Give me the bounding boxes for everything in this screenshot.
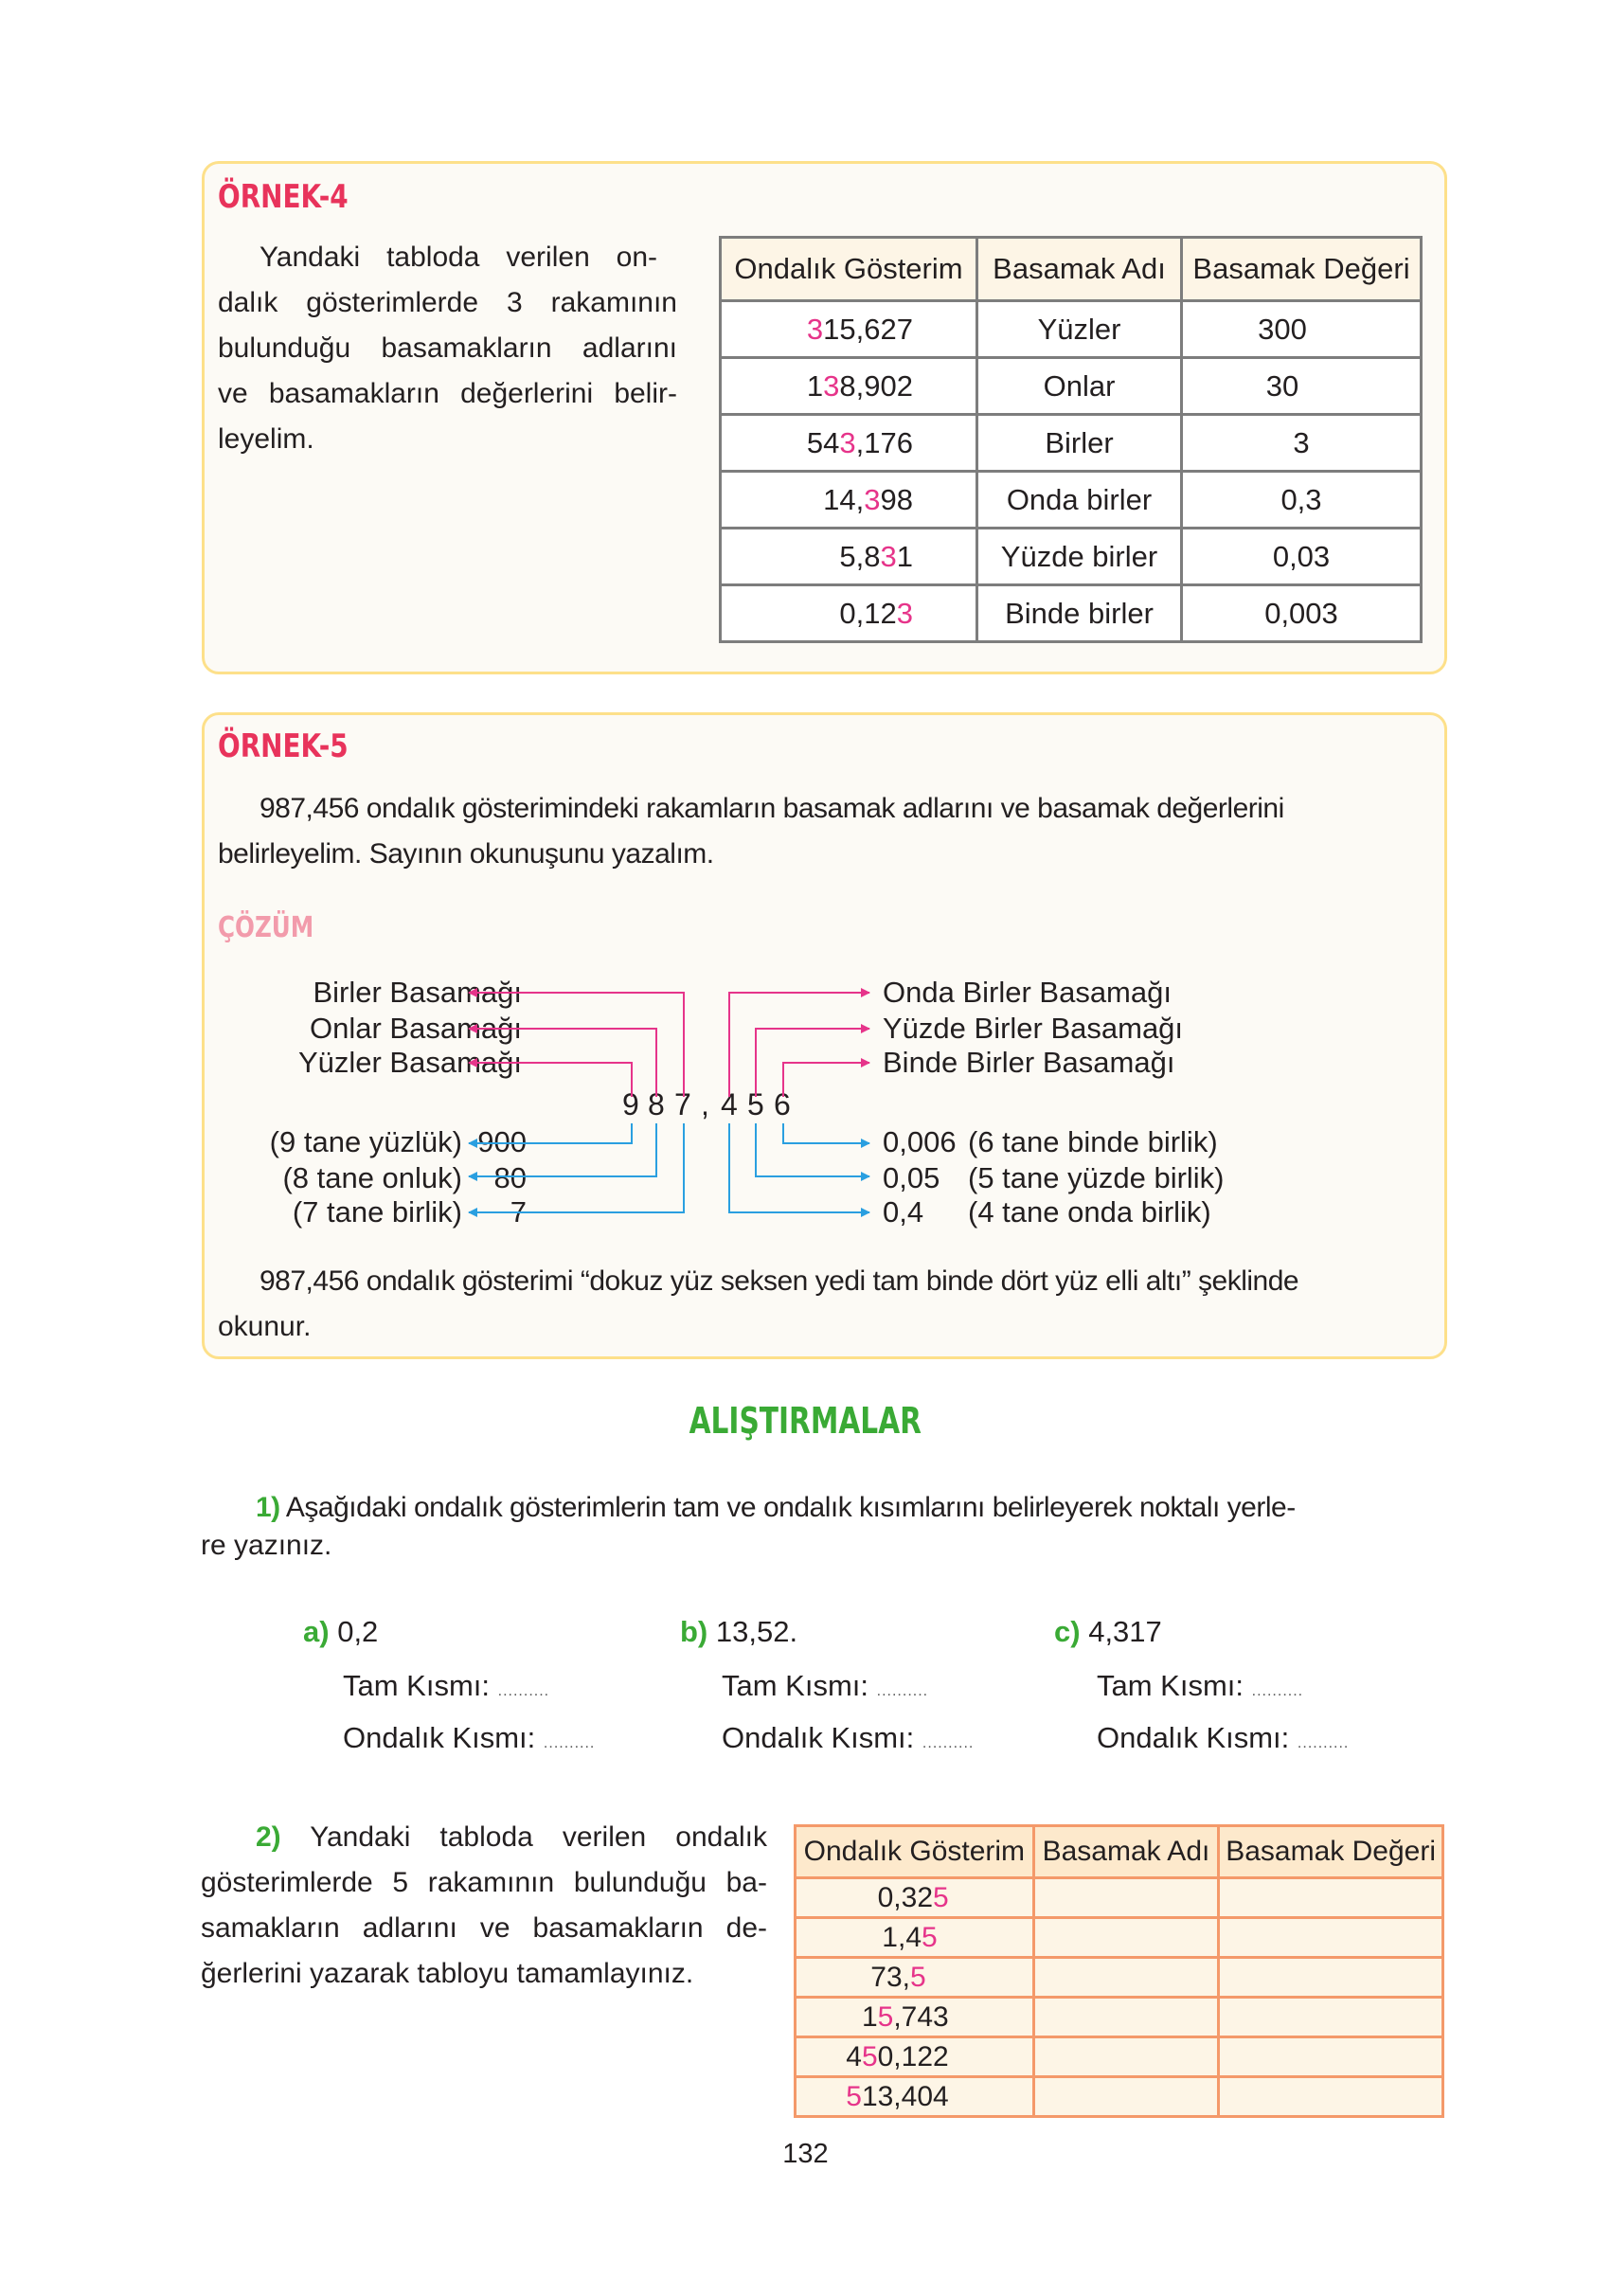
decimal-part-field[interactable]: Ondalık Kısmı: .......... (1097, 1721, 1350, 1754)
page-number: 132 (782, 2139, 829, 2169)
place-name-input[interactable] (1033, 1958, 1219, 1998)
decimal-cell: 0,325 (796, 1878, 1034, 1918)
highlighted-digit: 5 (933, 1881, 949, 1913)
place-name-input[interactable] (1033, 2077, 1219, 2117)
place-value-input[interactable] (1219, 1878, 1443, 1918)
place-value-cell: 0,03 (1182, 529, 1422, 585)
right-place-name-label: Binde Birler Basamağı (883, 1046, 1175, 1079)
highlighted-digit: 3 (839, 425, 856, 459)
decimal-part-field[interactable]: Ondalık Kısmı: .......... (343, 1721, 596, 1754)
decimal-cell: 73,5 (796, 1958, 1034, 1998)
place-value-description: (8 tane onluk) (282, 1161, 462, 1194)
highlighted-digit: 3 (864, 482, 881, 516)
place-value-cell: 0,3 (1182, 472, 1422, 529)
column-header: Basamak Adı (977, 238, 1182, 301)
place-value-input[interactable] (1219, 2037, 1443, 2077)
example-5-text-line: 987,456 ondalık gösterimindeki rakamların basamak adlarını ve basamak değerlerini (260, 793, 1284, 824)
place-value-cell: 300 (1182, 301, 1422, 358)
question-2-line: gösterimlerde 5 rakamının bulunduğu ba- (201, 1867, 767, 1898)
highlighted-digit: 5 (846, 2080, 862, 2112)
decimal-cell: 513,404 (796, 2077, 1034, 2117)
place-value-description: (6 tane binde birlik) (968, 1125, 1218, 1158)
example-4-line: bulunduğu basamakların adlarını (218, 332, 677, 364)
highlighted-digit: 5 (877, 2000, 894, 2033)
whole-part-field[interactable]: Tam Kısmı: .......... (343, 1669, 550, 1702)
question-2-line: samakların adlarını ve basamakların de- (201, 1912, 767, 1944)
item-heading: a) 0,2 (303, 1615, 379, 1648)
highlighted-digit: 5 (922, 1921, 938, 1953)
place-value-input[interactable] (1219, 1998, 1443, 2037)
item-heading: c) 4,317 (1054, 1615, 1162, 1648)
place-name-cell: Yüzler (977, 301, 1182, 358)
place-name-input[interactable] (1033, 1998, 1219, 2037)
table-row (796, 2077, 1443, 2117)
decimal-cell: 5,831 (721, 529, 977, 585)
decimal-comma: , (701, 1087, 709, 1121)
highlighted-digit: 3 (896, 596, 913, 630)
decimal-cell: 138,902 (721, 358, 977, 415)
digit: 9 (622, 1087, 639, 1121)
column-header: Ondalık Gösterim (721, 238, 977, 301)
place-value-input[interactable] (1219, 2077, 1443, 2117)
place-name-cell: Onda birler (977, 472, 1182, 529)
digit: 7 (674, 1087, 691, 1121)
place-value-number: 0,006 (883, 1125, 957, 1158)
column-header: Basamak Değeri (1182, 238, 1422, 301)
place-value-description: (9 tane yüzlük) (269, 1125, 462, 1158)
place-name-input[interactable] (1033, 1918, 1219, 1958)
place-value-number: 0,4 (883, 1195, 924, 1229)
question-2-table (794, 1824, 1444, 2118)
question-number: 1) (256, 1492, 280, 1523)
decimal-part-field[interactable]: Ondalık Kısmı: .......... (722, 1721, 975, 1754)
column-header: Ondalık Gösterim (796, 1826, 1034, 1878)
place-value-description: (7 tane birlik) (292, 1195, 462, 1229)
solution-title: ÇÖZÜM (218, 911, 314, 944)
place-value-cell: 30 (1182, 358, 1422, 415)
place-value-description: (4 tane onda birlik) (968, 1195, 1211, 1229)
place-name-input[interactable] (1033, 1878, 1219, 1918)
example-5-text-line: belirleyelim. Sayının okunuşunu yazalım. (218, 838, 714, 870)
place-value-cell: 0,003 (1182, 585, 1422, 642)
column-header: Basamak Adı (1033, 1826, 1219, 1878)
example-4-line: Yandaki tabloda verilen on- (260, 242, 657, 273)
column-header: Basamak Değeri (1219, 1826, 1443, 1878)
left-place-name-label: Onlar Basamağı (310, 1012, 522, 1045)
right-place-name-label: Yüzde Birler Basamağı (883, 1012, 1184, 1045)
exercises-title: ALIŞTIRMALAR (689, 1400, 922, 1442)
question-1-line: re yazınız. (201, 1530, 332, 1561)
place-value-number: 0,05 (883, 1161, 940, 1194)
place-value-number: 7 (510, 1195, 527, 1229)
table-row (796, 1958, 1443, 1998)
place-name-cell: Binde birler (977, 585, 1182, 642)
place-value-input[interactable] (1219, 1958, 1443, 1998)
item-heading: b) 13,52. (680, 1615, 798, 1648)
decimal-cell: 0,123 (721, 585, 977, 642)
question-2-line: ğerlerini yazarak tabloyu tamamlayınız. (201, 1958, 694, 1989)
place-name-cell: Onlar (977, 358, 1182, 415)
highlighted-digit: 3 (806, 312, 824, 346)
whole-part-field[interactable]: Tam Kısmı: .......... (1097, 1669, 1304, 1702)
digit: 6 (774, 1087, 791, 1121)
highlighted-digit: 5 (861, 2040, 878, 2072)
example-4-line: leyelim. (218, 423, 314, 455)
decimal-cell: 15,743 (796, 1998, 1034, 2037)
right-place-name-label: Onda Birler Basamağı (883, 976, 1172, 1009)
decimal-cell: 14,398 (721, 472, 977, 529)
example-4-line: dalık gösterimlerde 3 rakamının (218, 287, 677, 318)
place-name-input[interactable] (1033, 2037, 1219, 2077)
place-value-description: (5 tane yüzde birlik) (968, 1161, 1225, 1194)
table-row (796, 1918, 1443, 1958)
digit: 8 (648, 1087, 665, 1121)
example-5-title: ÖRNEK-5 (218, 727, 349, 765)
place-name-arrows (469, 993, 869, 1097)
place-value-number: 900 (477, 1125, 527, 1158)
table-row (796, 2037, 1443, 2077)
table-header-row (796, 1826, 1443, 1878)
decimal-cell: 1,45 (796, 1918, 1034, 1958)
digit: 5 (747, 1087, 764, 1121)
place-name-cell: Yüzde birler (977, 529, 1182, 585)
left-place-name-label: Birler Basamağı (313, 976, 522, 1009)
place-value-input[interactable] (1219, 1918, 1443, 1958)
reading-text-line: 987,456 ondalık gösterimi “dokuz yüz seksen yedi tam binde dört yüz elli altı” şeklinde (260, 1265, 1299, 1297)
example-4-line: ve basamakların değerlerini belir- (218, 378, 677, 409)
place-value-cell: 3 (1182, 415, 1422, 472)
place-value-arrows (469, 1123, 869, 1212)
decimal-cell: 543,176 (721, 415, 977, 472)
left-place-name-label: Yüzler Basamağı (297, 1046, 522, 1079)
table-row (796, 1878, 1443, 1918)
example-4-title: ÖRNEK-4 (218, 178, 349, 216)
table-row (796, 1998, 1443, 2037)
reading-text-line: okunur. (218, 1311, 312, 1342)
digit: 4 (721, 1087, 738, 1121)
decimal-cell: 450,122 (796, 2037, 1034, 2077)
decimal-cell: 315,627 (721, 301, 977, 358)
whole-part-field[interactable]: Tam Kısmı: .......... (722, 1669, 929, 1702)
highlighted-digit: 5 (910, 1961, 926, 1993)
place-value-number: 80 (493, 1161, 527, 1194)
place-name-cell: Birler (977, 415, 1182, 472)
question-2-line: 2) Yandaki tabloda verilen ondalık (256, 1821, 767, 1853)
highlighted-digit: 3 (823, 368, 840, 403)
question-1-line: 1) Aşağıdaki ondalık gösterimlerin tam ve ondalık kısımlarını belirleyerek noktalı yerle- (256, 1492, 1296, 1523)
highlighted-digit: 3 (880, 539, 897, 573)
